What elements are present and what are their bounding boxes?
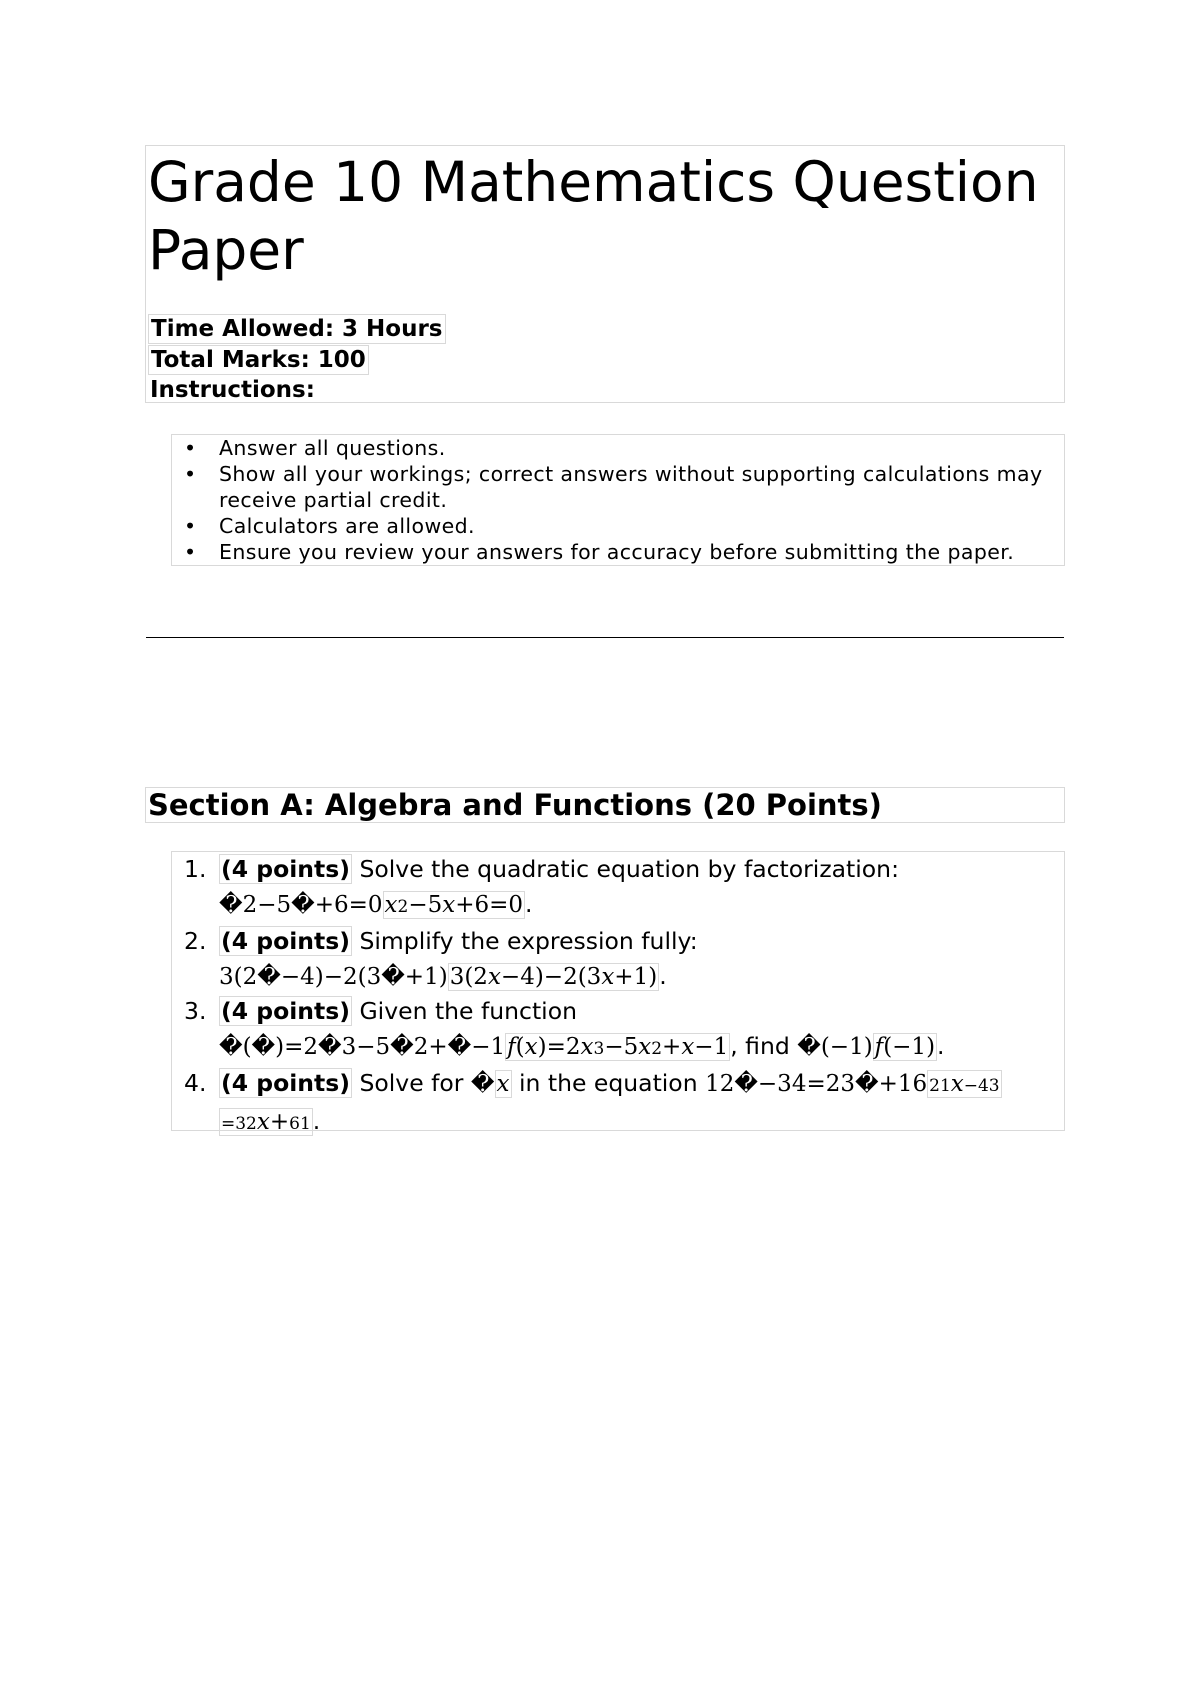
question-text: in the equation (511, 1069, 706, 1097)
question-item (172, 924, 1064, 994)
page-title: Grade 10 Mathematics Question Paper (148, 150, 1039, 282)
question-points: (4 points) (221, 927, 350, 955)
list-item (172, 461, 1064, 513)
instruction-text: Calculators are allowed. (219, 514, 475, 538)
question-text: Simplify the expression fully: (352, 927, 698, 955)
question-item (172, 994, 1064, 1066)
total-marks: Total Marks: 100 (148, 345, 369, 375)
math-variable: x (496, 1071, 510, 1097)
instructions-list (172, 435, 1064, 565)
bullet-icon: • (184, 436, 197, 460)
question-end: . (312, 1106, 321, 1135)
instruction-text: Show all your workings; correct answers without supporting calculations may receive partial credit. (219, 462, 1043, 512)
header-box (145, 145, 1065, 403)
question-text: Given the function (352, 997, 577, 1025)
section-title: Section A: Algebra and Functions (20 Points) (148, 788, 882, 822)
list-item (172, 435, 1064, 461)
math-expression: =32x+61 (221, 1108, 311, 1135)
list-item (172, 539, 1064, 565)
math-expression: f(−1) (874, 1033, 936, 1060)
question-text: Solve for (352, 1069, 471, 1097)
questions-list (172, 852, 1064, 1141)
question-item (172, 1066, 1064, 1141)
question-end: . (937, 1031, 945, 1060)
math-raw: �(−1) (797, 1033, 873, 1060)
list-item (172, 513, 1064, 539)
question-points: (4 points) (221, 855, 350, 883)
math-raw: � (470, 1071, 495, 1097)
math-expression: 3(2x−4)−2(3x+1) (449, 963, 658, 990)
question-item (172, 852, 1064, 924)
exam-meta (148, 314, 1062, 404)
math-expression: 21x−43 (929, 1071, 1000, 1097)
bullet-icon: • (184, 462, 197, 486)
section-heading-box (145, 787, 1065, 823)
bullet-icon: • (184, 514, 197, 538)
math-raw: 3(2�−4)−2(3�+1) (219, 963, 448, 990)
question-number: 2. (184, 927, 207, 955)
instructions-label: Instructions: (150, 377, 315, 403)
question-points: (4 points) (221, 1069, 350, 1097)
math-expression: f(x)=2x3−5x2+x−1 (507, 1033, 729, 1060)
instructions-box (171, 434, 1065, 566)
math-raw: �(�)=2�3−5�2+�−1 (219, 1033, 506, 1060)
question-text: , find (730, 1031, 798, 1060)
question-end: . (659, 961, 667, 990)
math-raw: 12�−34=23�+16 (705, 1071, 928, 1097)
time-allowed: Time Allowed: 3 Hours (148, 314, 446, 344)
questions-box (171, 851, 1065, 1135)
horizontal-divider (146, 637, 1064, 638)
question-number: 4. (184, 1069, 207, 1097)
question-number: 1. (184, 855, 207, 883)
instruction-text: Ensure you review your answers for accuracy before submitting the paper. (219, 540, 1015, 564)
math-raw: �2−5�+6=0 (219, 891, 383, 918)
math-expression: x2−5x+6=0 (384, 891, 524, 918)
instruction-text: Answer all questions. (219, 436, 446, 460)
bullet-icon: • (184, 540, 197, 564)
question-end: . (525, 889, 533, 918)
question-number: 3. (184, 997, 207, 1025)
question-points: (4 points) (221, 997, 350, 1025)
question-text: Solve the quadratic equation by factorization: (352, 855, 899, 883)
